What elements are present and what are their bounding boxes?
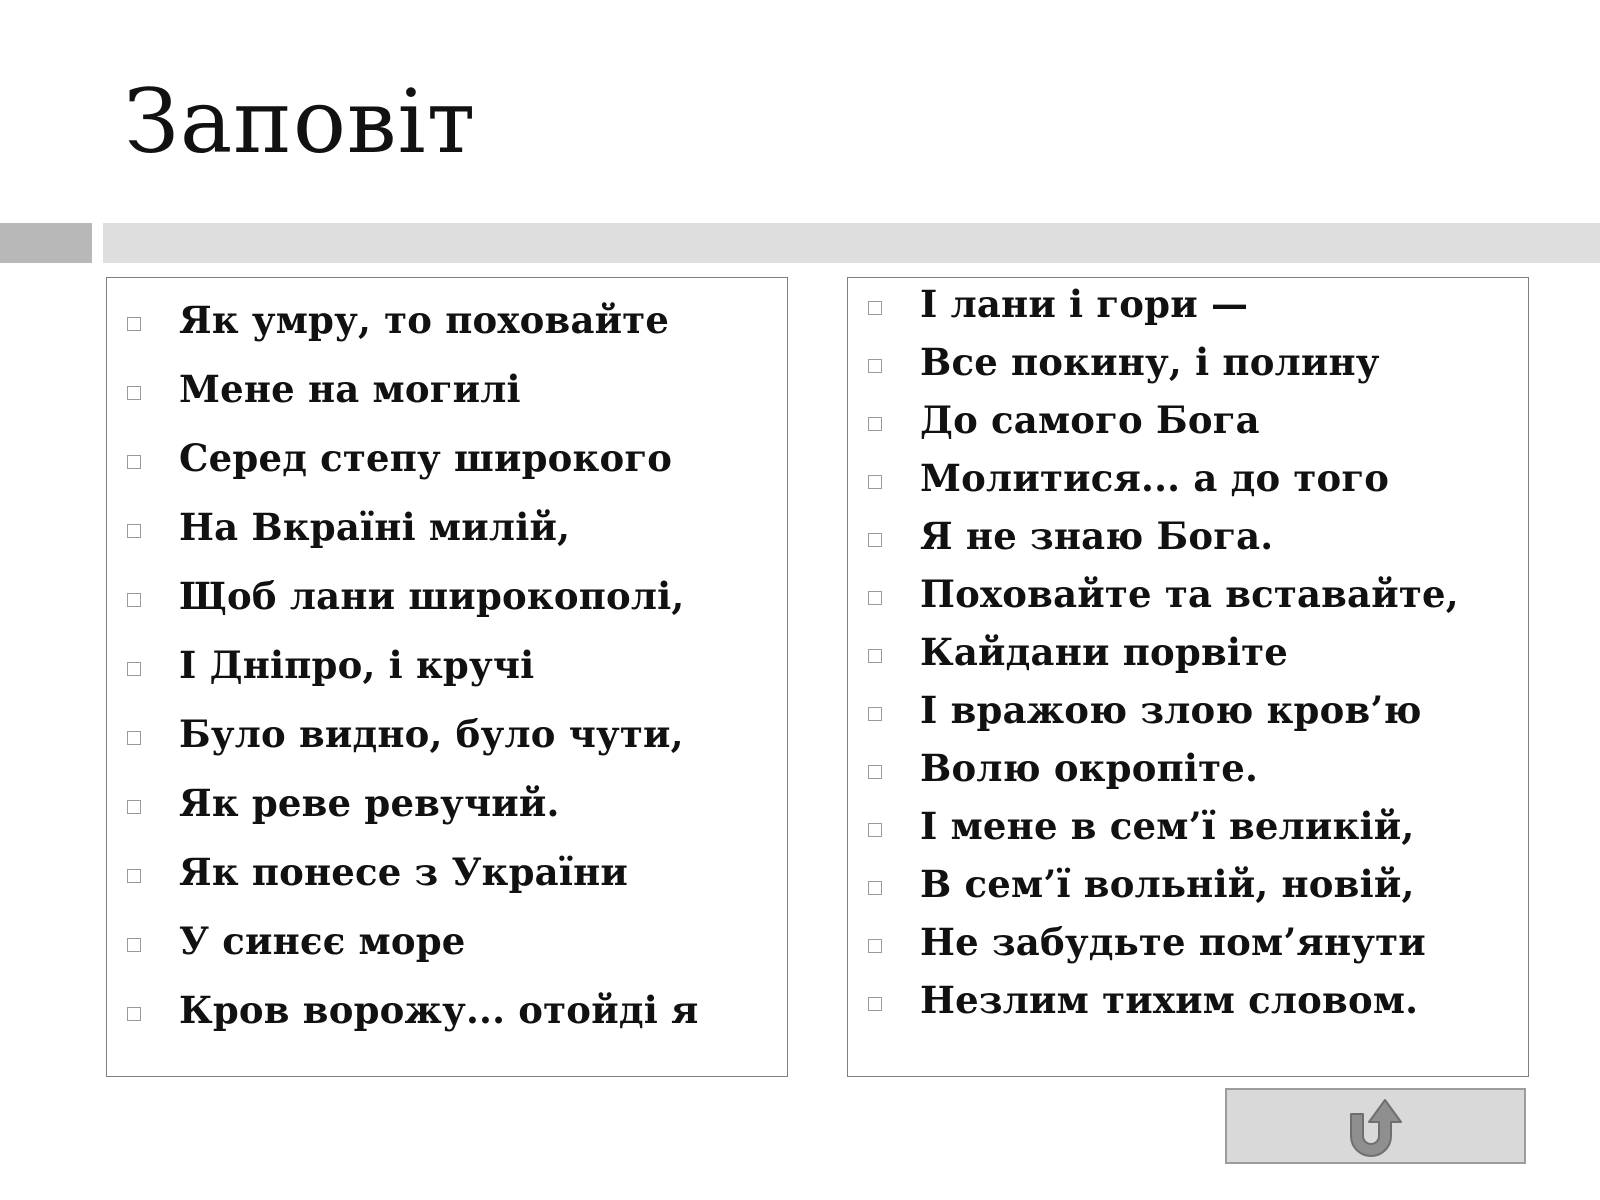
verse-line	[107, 354, 787, 423]
verse-text: І вражою злою кров’ю	[920, 688, 1422, 732]
slide-title: Заповіт	[124, 70, 477, 173]
verse-line	[107, 630, 787, 699]
square-bullet-icon	[127, 386, 141, 400]
verse-line	[848, 971, 1528, 1029]
verse-line	[848, 623, 1528, 681]
square-bullet-icon	[127, 800, 141, 814]
verse-line	[107, 423, 787, 492]
square-bullet-icon	[127, 1007, 141, 1021]
verse-line	[848, 797, 1528, 855]
verse-text: Незлим тихим словом.	[920, 978, 1419, 1022]
verse-text: У синєє море	[179, 918, 466, 963]
square-bullet-icon	[868, 881, 882, 895]
verse-text: І мене в сем’ї великій,	[920, 804, 1415, 848]
square-bullet-icon	[868, 301, 882, 315]
verse-line	[848, 739, 1528, 797]
square-bullet-icon	[868, 533, 882, 547]
verse-text: Не забудьте пом’янути	[920, 920, 1426, 964]
square-bullet-icon	[868, 997, 882, 1011]
square-bullet-icon	[868, 359, 882, 373]
square-bullet-icon	[127, 938, 141, 952]
verse-text: Молитися... а до того	[920, 456, 1390, 500]
square-bullet-icon	[127, 524, 141, 538]
verse-text: На Вкраїні милій,	[179, 504, 571, 549]
verse-line	[848, 855, 1528, 913]
verse-text: Кайдани порвіте	[920, 630, 1288, 674]
verse-line	[848, 681, 1528, 739]
square-bullet-icon	[868, 765, 882, 779]
verse-line	[848, 565, 1528, 623]
square-bullet-icon	[127, 593, 141, 607]
verse-text: І лани і гори —	[920, 282, 1249, 326]
right-verse-list	[848, 275, 1528, 1029]
verse-text: Волю окропіте.	[920, 746, 1259, 790]
verse-text: Як понесе з України	[179, 849, 629, 894]
verse-line	[107, 768, 787, 837]
verse-text: Я не знаю Бога.	[920, 514, 1274, 558]
square-bullet-icon	[127, 869, 141, 883]
square-bullet-icon	[868, 823, 882, 837]
verse-text: В сем’ї вольній, новій,	[920, 862, 1415, 906]
square-bullet-icon	[127, 317, 141, 331]
left-verse-panel	[106, 277, 788, 1077]
verse-text: Кров ворожу... отойді я	[179, 987, 699, 1032]
square-bullet-icon	[868, 649, 882, 663]
square-bullet-icon	[868, 707, 882, 721]
verse-line	[107, 561, 787, 630]
square-bullet-icon	[868, 591, 882, 605]
verse-text: Щоб лани широкополі,	[179, 573, 685, 618]
square-bullet-icon	[868, 417, 882, 431]
verse-text: Як умру, то поховайте	[179, 297, 670, 342]
verse-line	[107, 975, 787, 1044]
verse-text: Поховайте та вставайте,	[920, 572, 1459, 616]
header-accent-bar-right	[103, 223, 1600, 263]
verse-text: Мене на могилі	[179, 366, 521, 411]
verse-text: До самого Бога	[920, 398, 1260, 442]
verse-line	[848, 391, 1528, 449]
verse-line	[107, 837, 787, 906]
square-bullet-icon	[127, 662, 141, 676]
square-bullet-icon	[868, 475, 882, 489]
verse-line	[848, 275, 1528, 333]
left-verse-list	[107, 285, 787, 1044]
header-accent-bar-left	[0, 223, 92, 263]
verse-line	[848, 333, 1528, 391]
right-verse-panel	[847, 277, 1529, 1077]
verse-line	[107, 906, 787, 975]
verse-text: І Дніпро, і кручі	[179, 642, 535, 687]
verse-text: Серед степу широкого	[179, 435, 673, 480]
verse-line	[848, 913, 1528, 971]
verse-line	[107, 492, 787, 561]
square-bullet-icon	[127, 455, 141, 469]
verse-line	[848, 449, 1528, 507]
verse-text: Як реве ревучий.	[179, 780, 560, 825]
return-button[interactable]	[1225, 1088, 1526, 1164]
square-bullet-icon	[127, 731, 141, 745]
square-bullet-icon	[868, 939, 882, 953]
verse-line	[848, 507, 1528, 565]
verse-text: Було видно, було чути,	[179, 711, 684, 756]
verse-line	[107, 699, 787, 768]
return-arrow-icon	[1343, 1096, 1405, 1160]
verse-line	[107, 285, 787, 354]
verse-text: Все покину, і полину	[920, 340, 1380, 384]
